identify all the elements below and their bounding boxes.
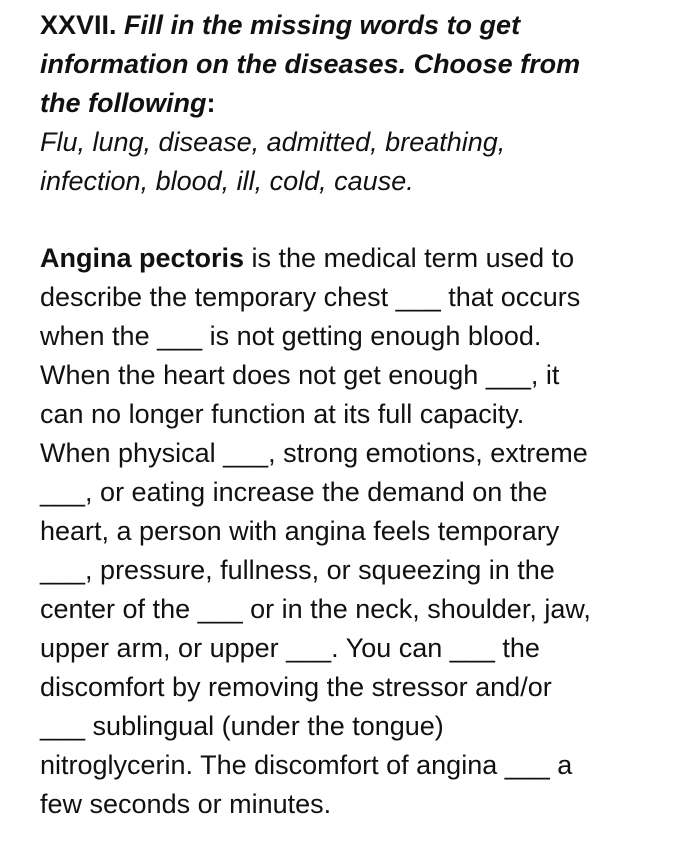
paragraph-line-2: describe the temporary chest ___ that occurs bbox=[40, 282, 581, 312]
heading-line-1 bbox=[40, 6, 697, 45]
word-bank bbox=[40, 123, 697, 201]
section-spacer bbox=[40, 201, 697, 239]
paragraph-line-10: center of the ___ or in the neck, shoulder, jaw, bbox=[40, 594, 591, 624]
instruction-colon: : bbox=[206, 88, 216, 118]
heading-line-3 bbox=[40, 84, 697, 123]
instruction-text-3: the following bbox=[40, 88, 207, 118]
paragraph-line-1 bbox=[40, 239, 697, 278]
paragraph-line-15: few seconds or minutes. bbox=[40, 789, 332, 819]
exercise-heading bbox=[40, 6, 697, 123]
paragraph-line-7: ___, or eating increase the demand on the bbox=[40, 477, 548, 507]
term-angina-pectoris: Angina pectoris bbox=[40, 243, 245, 273]
paragraph-line-12: discomfort by removing the stressor and/or bbox=[40, 672, 552, 702]
heading-line-2 bbox=[40, 45, 697, 84]
paragraph-line-6: When physical ___, strong emotions, extreme bbox=[40, 438, 588, 468]
paragraph-line-14: nitroglycerin. The discomfort of angina ___ a bbox=[40, 750, 573, 780]
paragraph-line-11: upper arm, or upper ___. You can ___ the bbox=[40, 633, 540, 663]
paragraph-line-4: When the heart does not get enough ___, it bbox=[40, 360, 560, 390]
exercise-number: XXVII. bbox=[40, 10, 117, 40]
paragraph-line-3: when the ___ is not getting enough blood. bbox=[40, 321, 542, 351]
instruction-text-1: Fill in the missing words to get bbox=[116, 10, 521, 40]
word-bank-line-2: infection, blood, ill, cold, cause. bbox=[40, 166, 414, 196]
instruction-text-2: information on the diseases. Choose from bbox=[40, 49, 581, 79]
paragraph-line-1-rest: is the medical term used to bbox=[244, 243, 575, 273]
angina-paragraph bbox=[40, 239, 697, 824]
word-bank-line-1: Flu, lung, disease, admitted, breathing, bbox=[40, 127, 506, 157]
paragraph-line-13: ___ sublingual (under the tongue) bbox=[40, 711, 444, 741]
paragraph-line-8: heart, a person with angina feels temporary bbox=[40, 516, 560, 546]
paragraph-line-5: can no longer function at its full capacity. bbox=[40, 399, 525, 429]
paragraph-line-9: ___, pressure, fullness, or squeezing in the bbox=[40, 555, 555, 585]
